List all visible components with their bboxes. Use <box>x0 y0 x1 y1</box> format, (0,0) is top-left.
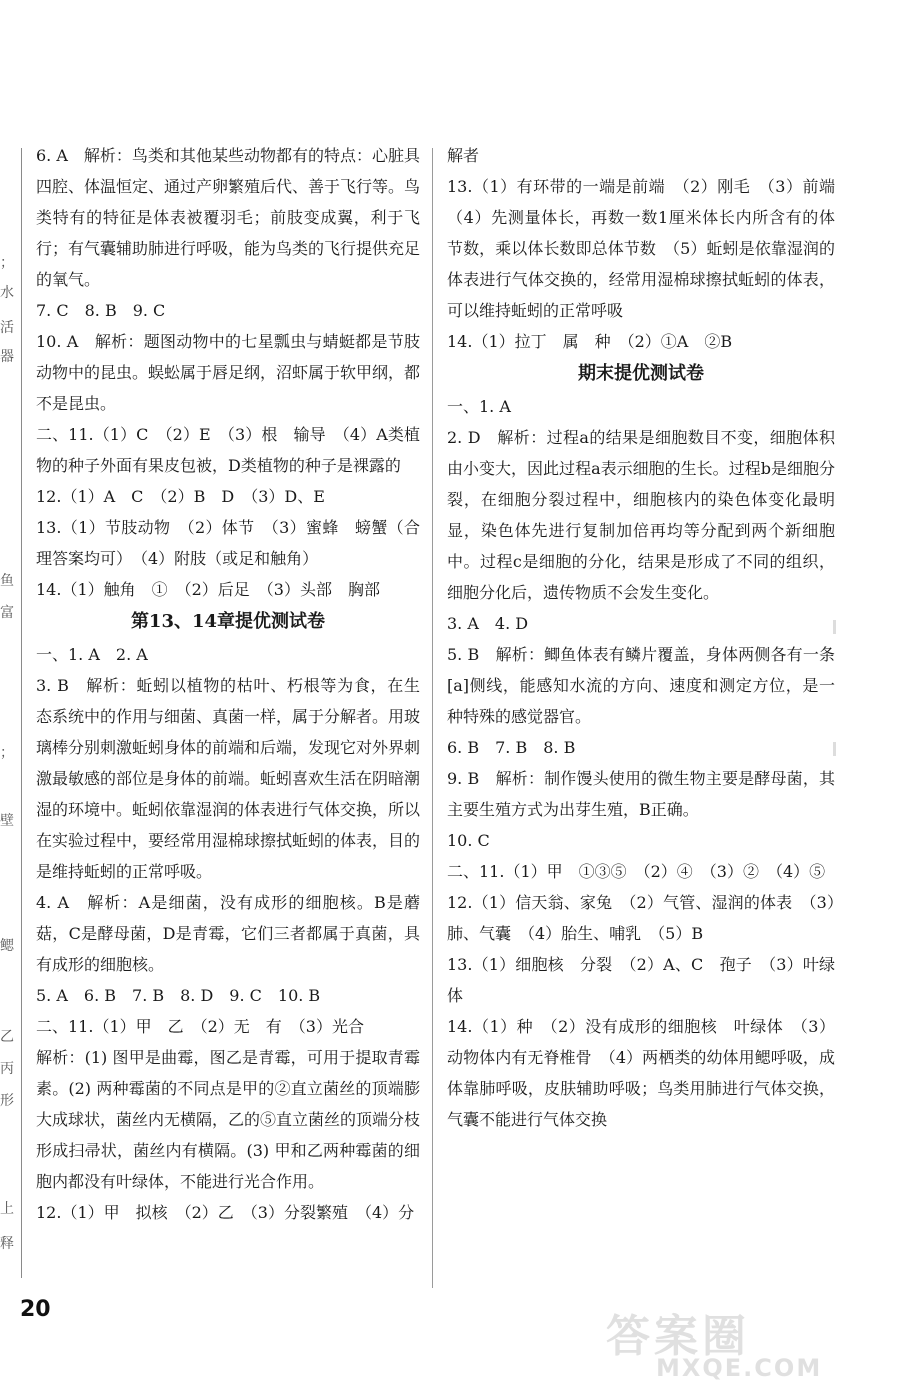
margin-char: 活 <box>0 320 14 336</box>
right-column <box>447 140 852 1135</box>
margin-char: 壁 <box>0 813 14 829</box>
section-title: 第13、14章提优测试卷 <box>130 611 326 632</box>
margin-char: 鳃 <box>0 938 14 954</box>
answer-paragraph: 5. A 6. B 7. B 8. D 9. C 10. B <box>36 986 321 1005</box>
margin-char: ； <box>0 745 14 761</box>
answer-paragraph: 一、1. A <box>447 397 511 416</box>
answer-paragraph: 3. B 解析：蚯蚓以植物的枯叶、朽根等为食，在生态系统中的作用与细菌、真菌一样，属于分解者。用玻璃棒分别刺激蚯蚓身体的前端和后端，发现它对外界刺激最敏感的部位是身体的前端。蚯蚓喜欢生活在阴暗潮湿的环境中。蚯蚓依靠湿润的体表进行气体交换，所以在实验过程中，要经常用湿棉球擦拭蚯蚓的体表，目的是维持蚯蚓的正常呼吸。 <box>36 676 421 881</box>
margin-char: 丙 <box>0 1061 14 1077</box>
margin-char: 乙 <box>0 1029 14 1045</box>
answer-paragraph: 12.（1）A C （2）B D （3）D、E <box>36 487 325 506</box>
cut-off-margin-text <box>0 0 16 1390</box>
answer-paragraph: 10. C <box>447 831 490 850</box>
answer-paragraph: 二、11.（1）甲 ①③⑤ （2）④ （3）② （4）⑤ <box>447 862 826 881</box>
answer-paragraph: 解析：(1) 图甲是曲霉，图乙是青霉，可用于提取青霉素。(2) 两种霉菌的不同点是甲的②直立菌丝的顶端膨大成球状，菌丝内无横隔，乙的⑤直立菌丝的顶端分枝形成扫帚状，菌丝内有横隔。(3) 甲和乙两种霉菌的细胞内都没有叶绿体，不能进行光合作用。 <box>36 1048 421 1191</box>
margin-char: 上 <box>0 1201 14 1217</box>
answer-paragraph: 13.（1）细胞核 分裂 （2）A、C 孢子 （3）叶绿体 <box>447 955 835 1005</box>
answer-paragraph: 12.（1）信天翁、家兔 （2）气管、湿润的体表 （3）肺、气囊 （4）胎生、哺乳 （5）B <box>447 893 835 943</box>
answer-paragraph: 13.（1）有环带的一端是前端 （2）刚毛 （3）前端 （4）先测量体长，再数一数1厘米体长内所含有的体节数，乘以体长数即总体节数 （5）蚯蚓是依靠湿润的体表进行气体交换的，经常用湿棉球擦拭蚯蚓的体表，可以维持蚯蚓的正常呼吸 <box>447 177 852 320</box>
left-margin-rule <box>21 148 22 1278</box>
margin-char: 器 <box>0 349 14 365</box>
page-number: 20 <box>20 1297 51 1322</box>
answer-paragraph: 13.（1）节肢动物 （2）体节 （3）蜜蜂 螃蟹（合理答案均可） （4）附肢（或足和触角） <box>36 518 420 568</box>
watermark-title: 答案圈 <box>606 1311 750 1362</box>
margin-char: 鱼 <box>0 573 14 589</box>
scan-artifact <box>833 742 836 756</box>
answer-paragraph: 9. B 解析：制作馒头使用的微生物主要是酵母菌，其主要生殖方式为出芽生殖，B正确。 <box>447 769 835 819</box>
answer-paragraph: 3. A 4. D <box>447 614 529 633</box>
answer-paragraph: 二、11.（1）甲 乙 （2）无 有 （3）光合 <box>36 1017 364 1036</box>
answer-paragraph: 2. D 解析：过程a的结果是细胞数目不变，细胞体积由小变大，因此过程a表示细胞的生长。过程b是细胞分裂，在细胞分裂过程中，细胞核内的染色体变化最明显，染色体先进行复制加倍再均等分配到两个新细胞中。过程c是细胞的分化，结果是形成了不同的组织，细胞分化后，遗传物质不会发生变化。 <box>447 428 835 602</box>
answer-paragraph: 14.（1）种 （2）没有成形的细胞核 叶绿体 （3）动物体内有无脊椎骨 （4）两栖类的幼体用鳃呼吸，成体靠肺呼吸，皮肤辅助呼吸；鸟类用肺进行气体交换，气囊不能进行气体交换 <box>447 1017 835 1129</box>
answer-paragraph: 12.（1）甲 拟核 （2）乙 （3）分裂繁殖 （4）分 <box>36 1203 415 1222</box>
left-column <box>36 140 420 1228</box>
answer-paragraph: 10. A 解析：题图动物中的七星瓢虫与蜻蜓都是节肢动物中的昆虫。蜈蚣属于唇足纲，沼虾属于软甲纲，都不是昆虫。 <box>36 332 421 413</box>
answer-paragraph: 二、11.（1）C （2）E （3）根 输导 （4）A类植物的种子外面有果皮包被，D类植物的种子是裸露的 <box>36 425 420 475</box>
answer-paragraph: 14.（1）触角 ① （2）后足 （3）头部 胸部 <box>36 580 380 599</box>
answer-paragraph: 4. A 解析：A是细菌，没有成形的细胞核。B是蘑菇，C是酵母菌，D是青霉，它们三者都属于真菌，具有成形的细胞核。 <box>36 893 420 974</box>
margin-char: 释 <box>0 1236 14 1252</box>
answer-paragraph: 解者 <box>447 146 480 165</box>
margin-char: 形 <box>0 1093 14 1109</box>
scan-artifact <box>833 620 836 634</box>
answer-paragraph: 一、1. A 2. A <box>36 645 148 664</box>
answer-paragraph: 7. C 8. B 9. C <box>36 301 166 320</box>
margin-char: 富 <box>0 605 14 621</box>
answer-paragraph: 6. B 7. B 8. B <box>447 738 576 757</box>
margin-char: 水 <box>0 285 14 301</box>
section-title: 期末提优测试卷 <box>578 363 704 384</box>
watermark-logo <box>596 1300 886 1386</box>
column-divider <box>432 148 433 1288</box>
margin-char: ； <box>0 255 14 271</box>
answer-paragraph: 5. B 解析：鲫鱼体表有鳞片覆盖，身体两侧各有一条[a]侧线，能感知水流的方向、速度和测定方位，是一种特殊的感觉器官。 <box>447 645 835 726</box>
answer-paragraph: 14.（1）拉丁 属 种 （2）①A ②B <box>447 332 733 351</box>
answer-paragraph: 6. A 解析：鸟类和其他某些动物都有的特点：心脏具四腔、体温恒定、通过产卵繁殖后代、善于飞行等。鸟类特有的特征是体表被覆羽毛；前肢变成翼，利于飞行；有气囊辅助肺进行呼吸，能为鸟类的飞行提供充足的氧气。 <box>36 146 421 289</box>
watermark-url: MXQE.COM <box>656 1354 823 1382</box>
